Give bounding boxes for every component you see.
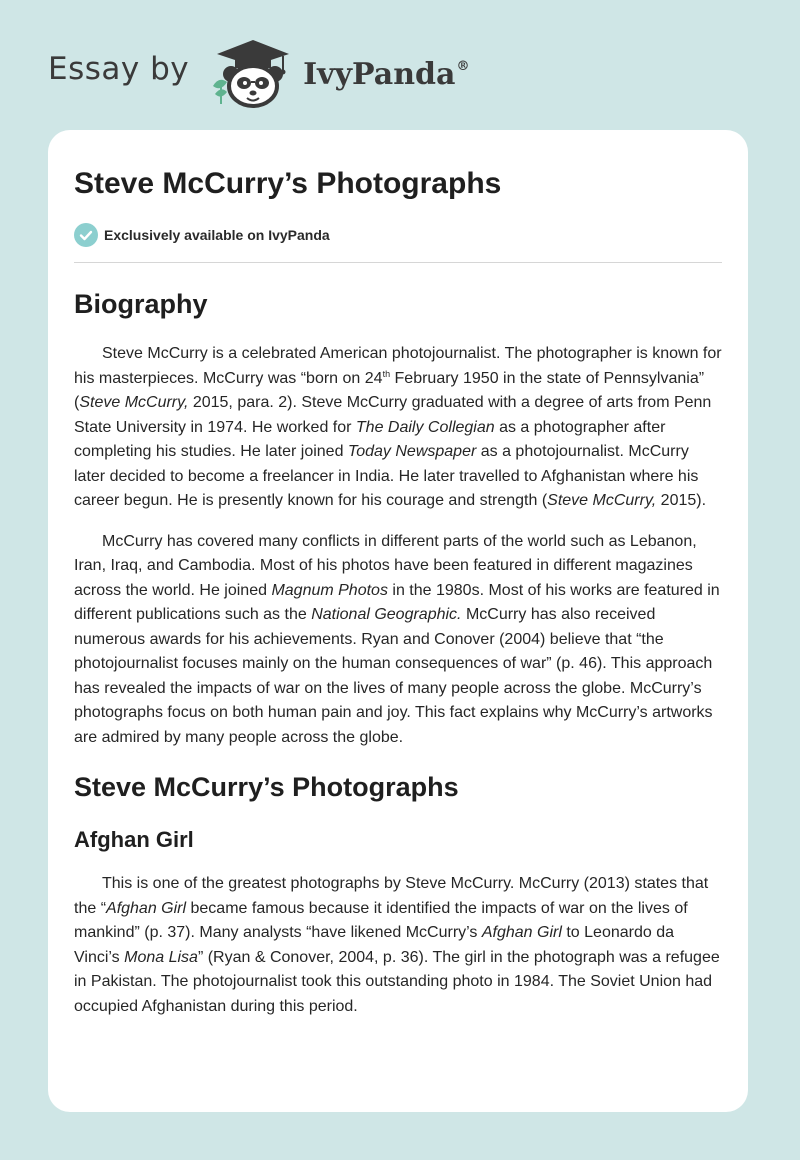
panda-graduate-icon [207, 36, 299, 108]
paragraph-afghan-girl: This is one of the greatest photographs by Steve McCurry. McCurry (2013) states that the “Afghan Girl became famous because it identified the impacts of war on the lives of mankind” (p. 37). Many analysts “have likened McCurry’s Afghan Girl to Leonardo da Vinci’s Mona Lisa” (Ryan & Conover, 2004, p. 36). The girl in the photograph was a refugee in Pakistan. The photojournalist took this outstanding photo in 1984. The Soviet Union had occupied Afghanistan during this period. [74, 875, 720, 1015]
divider [74, 262, 722, 263]
badge-text: Exclusively available on IvyPanda [104, 227, 330, 243]
brand-prefix: Essay by [48, 51, 190, 87]
brand-header [48, 36, 469, 108]
exclusive-badge [74, 223, 722, 247]
subheading-afghan-girl: Afghan Girl [74, 827, 194, 852]
paragraph-biography-2: McCurry has covered many conflicts in different parts of the world such as Lebanon, Iran, Iraq, and Cambodia. Most of his photos have been featured in different magazines across the world. He joined Magnum Photos in the 1980s. Most of his works are featured in different publications such as the National Geographic. McCurry has also received numerous awards for his achievements. Ryan and Conover (2004) believe that “the photojournalist focuses mainly on the human consequences of war” (p. 46). This approach has revealed the impacts of war on the lives of many people across the globe. McCurry’s photographs focus on both human pain and joy. This fact explains why McCurry’s artworks are admired by many people across the globe. [74, 532, 720, 746]
brand-name: IvyPanda® [303, 56, 470, 92]
check-circle-icon [74, 223, 98, 247]
essay-card [48, 130, 748, 1112]
section-heading-photographs: Steve McCurry’s Photographs [74, 772, 459, 802]
paragraph-biography-1: Steve McCurry is a celebrated American photojournalist. The photographer is known for his masterpieces. McCurry was “born on 24th February 1950 in the state of Pennsylvania” (Steve McCurry, 2015, para. 2). Steve McCurry graduated with a degree of arts from Penn State University in 1974. He worked for The Daily Collegian as a photographer after completing his studies. He later joined Today Newspaper as a photojournalist. McCurry later decided to become a freelancer in India. He later travelled to Afghanistan where his career begun. He is presently known for his courage and strength (Steve McCurry, 2015). [74, 345, 722, 509]
section-heading-biography: Biography [74, 289, 208, 319]
essay-title: Steve McCurry’s Photographs [74, 167, 502, 200]
